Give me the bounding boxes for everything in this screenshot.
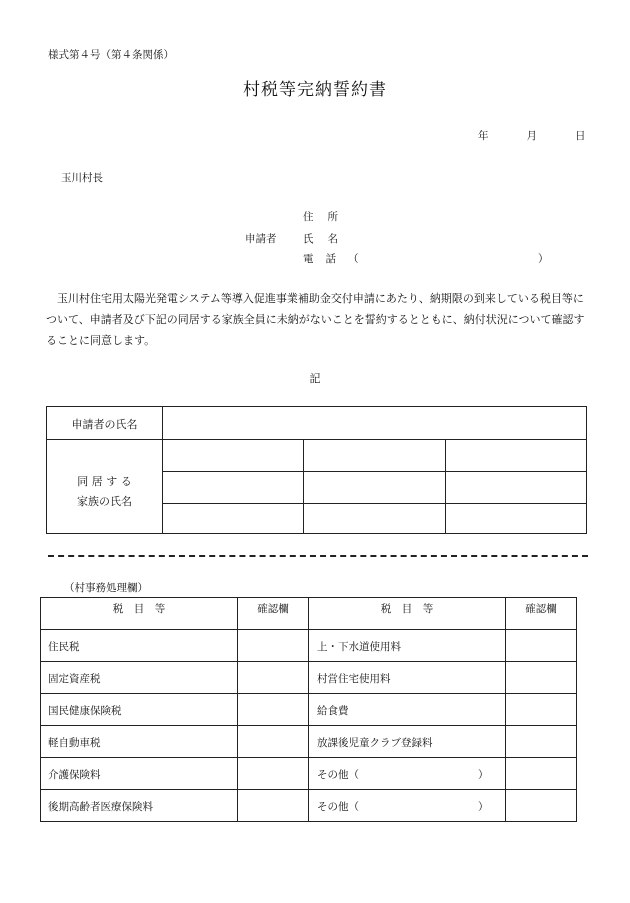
header-tax-item-left: 税 目 等 [112, 603, 166, 615]
family-label-line1: 同 居 す る [77, 475, 132, 488]
check-cell[interactable] [506, 758, 576, 789]
document-title: 村税等完納誓約書 [243, 80, 387, 100]
date-day: 日 [575, 130, 586, 142]
check-cell[interactable] [238, 726, 308, 757]
family-name-cell[interactable] [163, 472, 303, 503]
ki-mark: 記 [309, 372, 321, 385]
check-cell[interactable] [506, 694, 576, 725]
cut-line-divider [48, 555, 588, 557]
header-check-right: 確認欄 [525, 603, 557, 615]
date-year: 年 [478, 130, 489, 142]
applicant-name-label: 申請者の氏名 [71, 418, 138, 431]
office-use-title: （村事務処理欄） [64, 582, 148, 594]
check-cell[interactable] [506, 726, 576, 757]
header-tax-item-right: 税 目 等 [380, 603, 434, 615]
tax-item-right-other: その他（ [317, 801, 359, 813]
family-name-cell[interactable] [163, 504, 303, 533]
other-close-paren: ） [478, 769, 489, 781]
tax-item-left: 住民税 [48, 641, 80, 653]
family-name-cell[interactable] [446, 504, 585, 533]
family-label-line2: 家族の氏名 [77, 495, 132, 508]
address-label: 住所 [303, 211, 352, 223]
name-label: 氏名 [303, 233, 352, 245]
header-check-left: 確認欄 [257, 603, 289, 615]
check-cell[interactable] [506, 662, 576, 693]
family-table [46, 406, 587, 534]
check-cell[interactable] [238, 630, 308, 661]
tax-item-left: 軽自動車税 [48, 737, 101, 749]
check-cell[interactable] [238, 758, 308, 789]
family-name-cell[interactable] [163, 440, 303, 471]
date-month: 月 [526, 130, 537, 142]
tax-item-right: 上・下水道使用料 [317, 641, 401, 653]
tax-item-right: 給食費 [317, 705, 349, 717]
family-name-cell[interactable] [304, 472, 445, 503]
phone-label: 電話（ [303, 253, 371, 265]
tax-item-right: 村営住宅使用料 [317, 673, 391, 685]
phone-close: ） [538, 253, 549, 265]
family-name-cell[interactable] [446, 440, 585, 471]
tax-item-right-other: その他（ [317, 769, 359, 781]
tax-item-left: 後期高齢者医療保険料 [48, 801, 153, 813]
tax-item-left: 固定資産税 [48, 673, 101, 685]
family-name-cell[interactable] [446, 472, 585, 503]
oath-text: 玉川村住宅用太陽光発電システム等導入促進事業補助金交付申請にあたり、納期限の到来している税目等について、申請者及び下記の同居する家族全員に未納がないことを誓約するとともに、納付状況について確認することに同意します。 [46, 292, 585, 347]
tax-item-right: 放課後児童クラブ登録料 [317, 737, 433, 749]
applicant-role: 申請者 [245, 233, 277, 245]
other-close-paren: ） [478, 801, 489, 813]
tax-item-left: 国民健康保険税 [48, 705, 122, 717]
check-cell[interactable] [506, 790, 576, 821]
addressee: 玉川村長 [61, 172, 103, 184]
date-line [478, 128, 586, 143]
form-number: 様式第４号（第４条関係） [48, 49, 174, 61]
check-cell[interactable] [238, 694, 308, 725]
tax-item-left: 介護保険料 [48, 769, 101, 781]
check-cell[interactable] [238, 662, 308, 693]
office-use-table [40, 597, 577, 822]
family-name-cell[interactable] [304, 440, 445, 471]
applicant-name-cell[interactable] [163, 408, 585, 438]
check-cell[interactable] [506, 630, 576, 661]
check-cell[interactable] [238, 790, 308, 821]
family-name-cell[interactable] [304, 504, 445, 533]
